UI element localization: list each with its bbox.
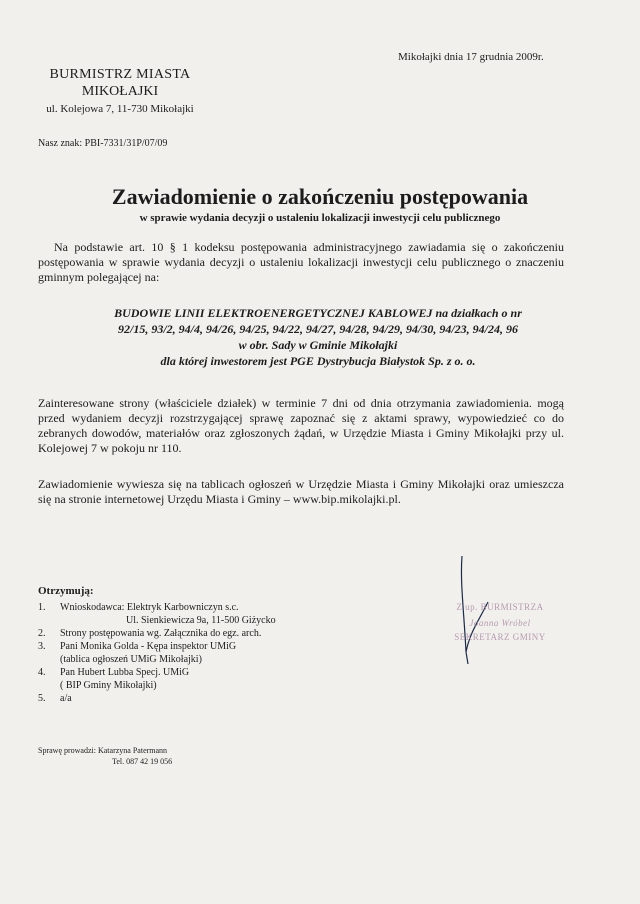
list-item — [38, 666, 368, 679]
list-item-text: a/a — [60, 693, 72, 704]
recipients-title: Otrzymują: — [38, 585, 94, 597]
document-subtitle: w sprawie wydania decyzji o ustaleniu lokalizacji inwestycji celu publicznego — [139, 212, 501, 224]
stamp-line-2: Joanna Wróbel — [469, 618, 531, 628]
sender-address: ul. Kolejowa 7, 11-730 Mikołajki — [46, 103, 194, 115]
list-item-subtext: ( BIP Gminy Mikołajki) — [60, 680, 157, 691]
project-line-1: BUDOWIE LINII ELEKTROENERGETYCZNEJ KABLOWEJ na działkach o nr — [114, 306, 522, 320]
list-item-subtext: Ul. Sienkiewicza 9a, 11-500 Giżycko — [126, 615, 276, 626]
phone-number: Tel. 087 42 19 056 — [112, 757, 173, 766]
parties-paragraph: Zainteresowane strony (właściciele działek) w terminie 7 dni od dnia otrzymania zawiadomienia. mogą przed wydaniem decyzji rozstrzygającej sprawę zapoznać się z aktami sprawy, wypowiedzieć co do zebranych dowodów, materiałów oraz zgłoszonych żądań, w Urzędzie Miasta i Gminy Mikołajki przy ul. Kolejowej 7 w pokoju nr 110. — [38, 396, 564, 455]
list-item — [38, 627, 368, 640]
recipients-list — [38, 601, 368, 705]
project-line-4: dla której inwestorem jest PGE Dystrybucja Białystok Sp. z o. o. — [160, 354, 476, 368]
project-line-2: 92/15, 93/2, 94/4, 94/26, 94/25, 94/22, 94/27, 94/28, 94/29, 94/30, 94/23, 94/24, 96 — [117, 322, 518, 336]
list-item-number: 5. — [38, 693, 46, 704]
document-date: Mikołajki dnia 17 grudnia 2009r. — [398, 51, 544, 63]
list-item — [38, 640, 368, 653]
sender-city: MIKOŁAJKI — [81, 84, 159, 99]
list-item — [38, 692, 368, 705]
sender-block — [38, 66, 202, 117]
list-item-text: Pan Hubert Lubba Specj. UMiG — [60, 667, 190, 678]
footer-contact — [38, 745, 172, 767]
official-stamp — [420, 598, 580, 658]
list-item-number: 4. — [38, 667, 46, 678]
announcement-paragraph: Zawiadomienie wywiesza się na tablicach ogłoszeń w Urzędzie Miasta i Gminy Mikołajki oraz umieszcza się na stronie internetowej Urzędu Miasta i Gminy – www.bip.mikolajki.pl. — [38, 477, 564, 506]
project-description — [38, 305, 598, 369]
list-item-text: Wnioskodawca: Elektryk Karbowniczyn s.c. — [60, 602, 239, 613]
list-item-text: Strony postępowania wg. Załącznika do egz. arch. — [60, 628, 262, 639]
prepared-by: Sprawę prowadzi: Katarzyna Patermann — [38, 746, 168, 755]
reference-number: Nasz znak: PBI-7331/31P/07/09 — [38, 138, 168, 149]
list-item-text: Pani Monika Golda - Kępa inspektor UMiG — [60, 641, 237, 652]
list-item-number: 1. — [38, 602, 46, 613]
sender-title: BURMISTRZ MIASTA — [49, 67, 191, 82]
project-line-3: w obr. Sady w Gminie Mikołajki — [238, 338, 398, 352]
intro-paragraph: Na podstawie art. 10 § 1 kodeksu postępowania administracyjnego zawiadamia się o zakończeniu postępowania w sprawie wydania decyzji o ustaleniu lokalizacji inwestycji celu publicznego o znaczeniu gminnym polegającej na: — [38, 240, 564, 284]
list-item-number: 3. — [38, 641, 46, 652]
list-item-subtext: (tablica ogłoszeń UMiG Mikołajki) — [60, 654, 202, 665]
document-title: Zawiadomienie o zakończeniu postępowania — [111, 184, 529, 209]
list-item — [38, 601, 368, 614]
list-item-number: 2. — [38, 628, 46, 639]
stamp-line-3: SEKRETARZ GMINY — [454, 632, 546, 642]
stamp-line-1: Z up. BURMISTRZA — [456, 602, 544, 612]
